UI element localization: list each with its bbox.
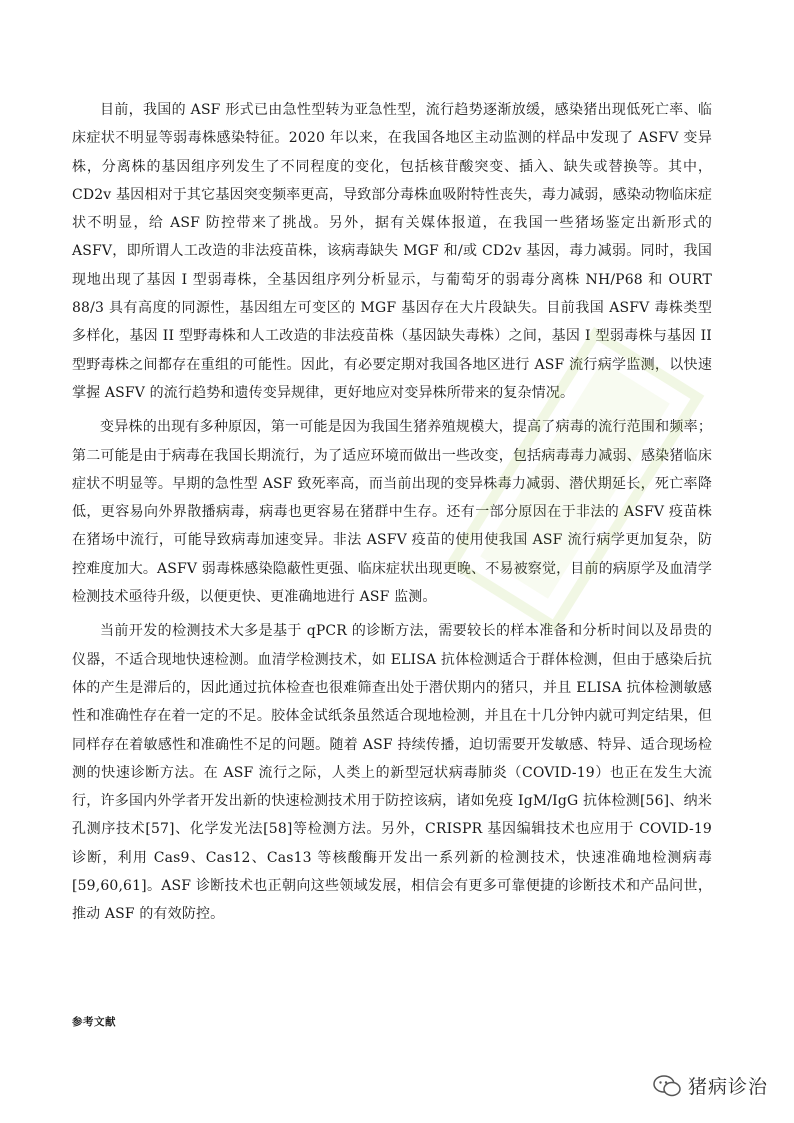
references-heading: 参考文献 [72,1016,116,1028]
wechat-icon [652,1074,682,1098]
wechat-account-logo [652,1072,768,1099]
document-body [72,96,712,935]
paragraph-1: 目前，我国的 ASF 形式已由急性型转为亚急性型，流行趋势逐渐放缓，感染猪出现低死亡率、临床症状不明显等弱毒株感染特征。2020 年以来，在我国各地区主动监测的样品中发现了 ASFV 变异株，分离株的基因组序列发生了不同程度的变化，包括核苷酸突变、插入、缺失或替换等。其中，CD2v 基因相对于其它基因突变频率更高，导致部分毒株血吸附特性丧失，毒力减弱，感染动物临床症状不明显，给 ASF 防控带来了挑战。另外，据有关媒体报道，在我国一些猪场鉴定出新形式的 ASFV，即所谓人工改造的非法疫苗株，该病毒缺失 MGF 和/或 CD2v 基因，毒力减弱。同时，我国现地出现了基因 I 型弱毒株，全基因组序列分析显示，与葡萄牙的弱毒分离株 NH/P68 和 OURT 88/3 具有高度的同源性，基因组左可变区的 MGF 基因存在大片段缺失。目前我国 ASFV 毒株类型多样化，基因 II 型野毒株和人工改造的非法疫苗株（基因缺失毒株）之间，基因 I 型弱毒株与基因 II 型野毒株之间都存在重组的可能性。因此，有必要定期对我国各地区进行 ASF 流行病学监测，以快速掌握 ASFV 的流行趋势和遗传变异规律，更好地应对变异株所带来的复杂情况。 [72,102,712,401]
paragraph-3: 当前开发的检测技术大多是基于 qPCR 的诊断方法，需要较长的样本准备和分析时间以及昂贵的仪器，不适合现地快速检测。血清学检测技术，如 ELISA 抗体检测适合于群体检测，但由于感染后抗体的产生是滞后的，因此通过抗体检查也很难筛查出处于潜伏期内的猪只，并且 ELISA 抗体检测敏感性和准确性存在着一定的不足。胶体金试纸条虽然适合现地检测，并且在十几分钟内就可判定结果，但同样存在着敏感性和准确性不足的问题。随着 ASF 持续传播，迫切需要开发敏感、特异、适合现场检测的快速诊断方法。在 ASF 流行之际，人类上的新型冠状病毒肺炎（COVID-19）也正在发生大流行，许多国内外学者开发出新的快速检测技术用于防控该病，诸如免疫 IgM/IgG 抗体检测[56]、纳米孔测序技术[57]、化学发光法[58]等检测方法。另外，CRISPR 基因编辑技术也应用于 COVID-19 诊断，利用 Cas9、Cas12、Cas13 等核酸酶开发出一系列新的检测技术，快速准确地检测病毒[59,60,61]。ASF 诊断技术也正朝向这些领域发展，相信会有更多可靠便捷的诊断技术和产品问世，推动 ASF 的有效防控。 [72,623,712,923]
wechat-account-name: 猪病诊治 [687,1076,768,1098]
paragraph-2: 变异株的出现有多种原因，第一可能是因为我国生猪养殖规模大，提高了病毒的流行范围和频率；第二可能是由于病毒在我国长期流行，为了适应环境而做出一些改变，包括病毒毒力减弱、感染猪临床症状不明显等。早期的急性型 ASF 致死率高，而当前出现的变异株毒力减弱、潜伏期延长，死亡率降低，更容易向外界散播病毒，病毒也更容易在猪群中生存。还有一部分原因在于非法的 ASFV 疫苗株在猪场中流行，可能导致病毒加速变异。非法 ASFV 疫苗的使用使我国 ASF 流行病学更加复杂，防控难度加大。ASFV 弱毒株感染隐蔽性更强、临床症状出现更晚、不易被察觉，目前的病原学及血清学检测技术亟待升级，以便更快、更准确地进行 ASF 监测。 [72,419,712,606]
